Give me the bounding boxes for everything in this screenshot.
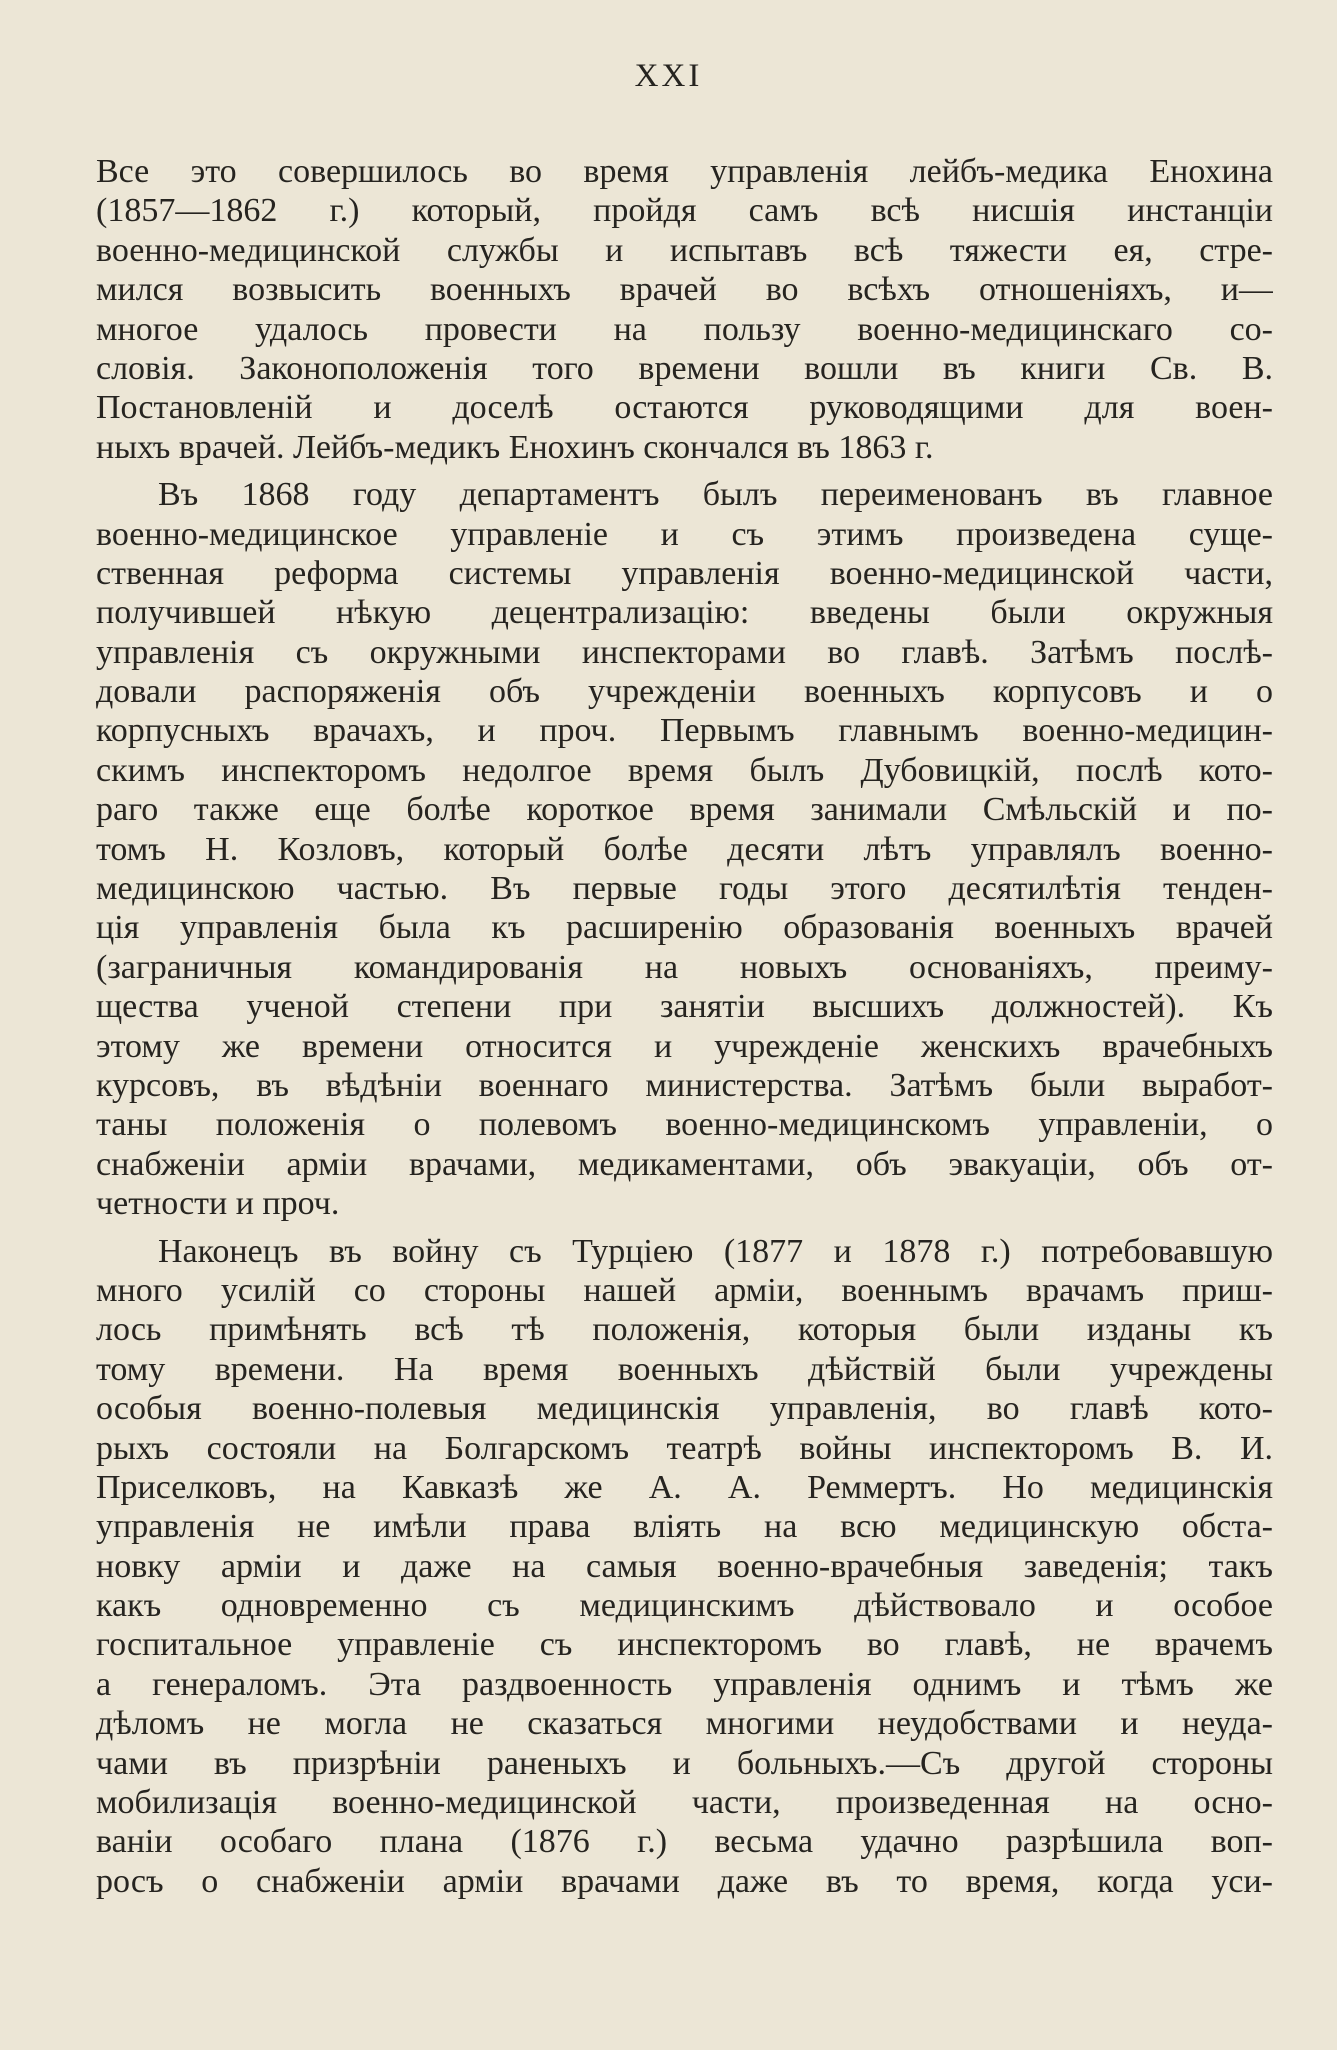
text-line: получившей нѣкую децентрализацію: введены были окружныя — [96, 594, 1273, 632]
paragraph-2 — [96, 475, 1273, 1223]
text-line: курсовъ, въ вѣдѣніи военнаго министерства. Затѣмъ были выработ- — [96, 1066, 1273, 1104]
text-line: управленія не имѣли права вліять на всю медицинскую обста- — [96, 1508, 1273, 1546]
text-line: дѣломъ не могла не сказаться многими неудобствами и неуда- — [96, 1705, 1273, 1743]
text-line: чами въ призрѣніи раненыхъ и больныхъ.—Съ другой стороны — [96, 1744, 1273, 1782]
text-line: новку арміи и даже на самыя военно-врачебныя заведенія; такъ — [96, 1547, 1273, 1585]
text-line: словія. Законоположенія того времени вошли въ книги Св. В. — [96, 349, 1273, 387]
text-line: (заграничныя командированія на новыхъ основаніяхъ, преиму- — [96, 948, 1273, 986]
text-line: военно-медицинское управленіе и съ этимъ произведена суще- — [96, 515, 1273, 553]
text-line: щества ученой степени при занятіи высшихъ должностей). Къ — [96, 988, 1273, 1026]
text-line: а генераломъ. Эта раздвоенность управленія однимъ и тѣмъ же — [96, 1665, 1273, 1703]
paragraph-1 — [96, 152, 1273, 467]
text-line: Постановленій и доселѣ остаются руководящими для воен- — [96, 389, 1273, 427]
text-line: корпусныхъ врачахъ, и проч. Первымъ главнымъ военно-медицин- — [96, 712, 1273, 750]
text-line: Наконецъ въ войну съ Турціею (1877 и 1878 г.) потребовавшую — [158, 1232, 1273, 1270]
text-line: мобилизація военно-медицинской части, произведенная на осно- — [96, 1784, 1273, 1822]
text-line: этому же времени относится и учрежденіе женскихъ врачебныхъ — [96, 1027, 1273, 1065]
text-line: тому времени. На время военныхъ дѣйствій были учреждены — [96, 1350, 1273, 1388]
body-text — [96, 152, 1273, 1901]
text-line: ція управленія была къ расширенію образованія военныхъ врачей — [96, 909, 1273, 947]
text-line: росъ о снабженіи арміи врачами даже въ то время, когда уси- — [96, 1862, 1273, 1900]
text-line: рыхъ состояли на Болгарскомъ театрѣ войны инспекторомъ В. И. — [96, 1429, 1273, 1467]
text-line: особыя военно-полевыя медицинскія управленія, во главѣ кото- — [96, 1390, 1273, 1428]
text-line: Приселковъ, на Кавказѣ же А. А. Реммертъ. Но медицинскія — [96, 1468, 1273, 1506]
text-line: многое удалось провести на пользу военно-медицинскаго со- — [96, 310, 1273, 348]
text-line: лось примѣнять всѣ тѣ положенія, которыя были изданы къ — [96, 1311, 1273, 1349]
text-line: снабженіи арміи врачами, медикаментами, объ эвакуаціи, объ от- — [96, 1145, 1273, 1183]
text-line: (1857—1862 г.) который, пройдя самъ всѣ нисшія инстанціи — [96, 192, 1273, 230]
text-line: Все это совершилось во время управленія лейбъ-медика Енохина — [96, 153, 1273, 190]
text-line: госпитальное управленіе съ инспекторомъ во главѣ, не врачемъ — [96, 1626, 1273, 1664]
text-line: ственная реформа системы управленія военно-медицинской части, — [96, 554, 1273, 592]
text-line: ныхъ врачей. Лейбъ-медикъ Енохинъ скончался въ 1863 г. — [96, 428, 934, 466]
text-line: ваніи особаго плана (1876 г.) весьма удачно разрѣшила воп- — [96, 1823, 1273, 1861]
text-line: томъ Н. Козловъ, который болѣе десяти лѣтъ управлялъ военно- — [96, 830, 1273, 868]
text-line: военно-медицинской службы и испытавъ всѣ тяжести ея, стре- — [96, 231, 1273, 269]
text-line: довали распоряженія объ учрежденіи военныхъ корпусовъ и о — [96, 673, 1273, 711]
text-line: скимъ инспекторомъ недолгое время былъ Дубовицкій, послѣ кото- — [96, 751, 1273, 789]
text-line: много усилій со стороны нашей арміи, военнымъ врачамъ приш- — [96, 1271, 1273, 1309]
text-line: медицинскою частью. Въ первые годы этого десятилѣтія тенден- — [96, 870, 1273, 908]
text-line: раго также еще болѣе короткое время занимали Смѣльскій и по- — [96, 791, 1273, 829]
text-line: мился возвысить военныхъ врачей во всѣхъ отношеніяхъ, и— — [96, 271, 1273, 309]
text-line: Въ 1868 году департаментъ былъ переименованъ въ главное — [158, 476, 1273, 514]
text-line: таны положенія о полевомъ военно-медицинскомъ управленіи, о — [96, 1106, 1273, 1144]
text-line: управленія съ окружными инспекторами во главѣ. Затѣмъ послѣ- — [96, 633, 1273, 671]
page-number: XXI — [634, 58, 703, 94]
text-line: какъ одновременно съ медицинскимъ дѣйствовало и особое — [96, 1587, 1273, 1625]
paragraph-3 — [96, 1232, 1273, 1902]
text-line: четности и проч. — [96, 1185, 340, 1223]
